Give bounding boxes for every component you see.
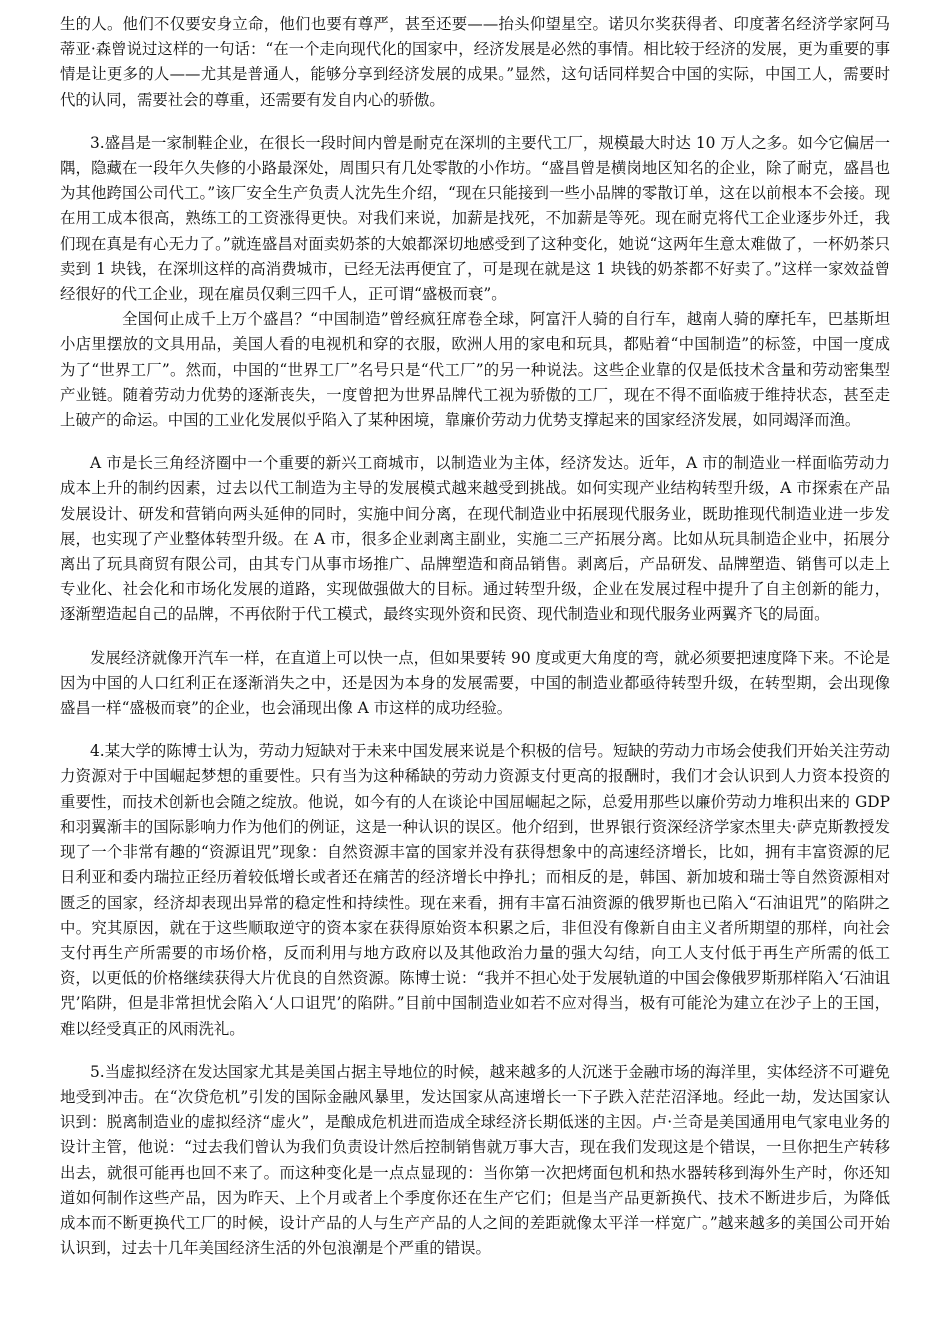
paragraph-continued-opening: 生的人。他们不仅要安身立命，他们也要有尊严，甚至还要——抬头仰望星空。诺贝尔奖获得者、印度著名经济学家阿马蒂亚·森曾说过这样的一句话：“在一个走向现代化的国家中，经济发展是必然的事情。相比较于经济的发展，更为重要的事情是让更多的人——尤其是普通人，能够分享到经济发展的成果。”显然，这句话同样契合中国的实际，中国工人，需要时代的认同，需要社会的尊重，还需要有发自内心的骄傲。	[60, 15, 890, 109]
document-page	[60, 12, 890, 1261]
paragraph-spacer	[60, 1042, 890, 1060]
paragraph-driving-analogy: 发展经济就像开汽车一样，在直道上可以快一点，但如果要转 90 度或更大角度的弯，就必须要把速度降下来。不论是因为中国的人口红利正在逐渐消失之中，还是因为本身的发展需要，中国的制造业都亟待转型升级，在转型期，会出现像盛昌一样“盛极而衰”的企业，也会涌现出像 A 市这样的成功经验。	[60, 648, 890, 718]
paragraph-spacer	[60, 113, 890, 131]
paragraph-spacer	[60, 628, 890, 646]
paragraph-section-4-labor-shortage: 4.某大学的陈博士认为，劳动力短缺对于未来中国发展来说是个积极的信号。短缺的劳动力市场会使我们开始关注劳动力资源对于中国崛起梦想的重要性。只有当为这种稀缺的劳动力资源支付更高的报酬时，我们才会认识到人力资本投资的重要性，而技术创新也会随之绽放。他说，如今有的人在谈论中国屈崛起之际，总爱用那些以廉价劳动力堆积出来的 GDP 和羽翼渐丰的国际影响力作为他们的例证，这是一种认识的误区。他介绍到，世界银行资深经济学家杰里夫·萨克斯教授发现了一个非常有趣的“资源诅咒”现象：自然资源丰富的国家并没有获得想象中的高速经济增长，比如，拥有丰富资源的尼日利亚和委内瑞拉正经历着较低增长或者还在痛苦的经济增长中挣扎；而相反的是，韩国、新加坡和瑞士等自然资源相对匮乏的国家，经济却表现出异常的稳定性和持续性。现在来看，拥有丰富石油资源的俄罗斯也已陷入“石油诅咒”的陷阱之中。究其原因，就在于这些顺取逆守的资本家在获得原始资本积累之后，非但没有像新自由主义者所期望的那样，向社会支付再生产所需要的市场价格，反而利用与地方政府以及其他政治力量的强大勾结，向工人支付低于再生产所需的低工资，以更低的价格继续获得大片优良的自然资源。陈博士说：“我并不担心处于发展轨道的中国会像俄罗斯那样陷入‘石油诅咒’陷阱，但是非常担忧会陷入‘人口诅咒’的陷阱。”目前中国制造业如若不应对得当，极有可能沦为建立在沙子上的王国，难以经受真正的风雨洗礼。	[60, 742, 890, 1038]
paragraph-spacer	[60, 721, 890, 739]
paragraph-city-a: A 市是长三角经济圈中一个重要的新兴工商城市，以制造业为主体，经济发达。近年，A 市的制造业一样面临劳动力成本上升的制约因素，过去以代工制造为主导的发展模式越来越受到挑战。如何实现产业结构转型升级，A 市探索在产品发展设计、研发和营销向两头延伸的同时，实施中间分离，在现代制造业中拓展现代服务业，既助推现代制造业进一步发展，也实现了产业整体转型升级。在 A 市，很多企业剥离主副业，实施二三产拓展分离。比如从玩具制造企业中，拓展分离出了玩具商贸有限公司，由其专门从事市场推广、品牌塑造和商品销售。剥离后，产品研发、品牌塑造、销售可以走上专业化、社会化和市场化发展的道路，实现做强做大的目标。通过转型升级，企业在发展过程中提升了自主创新的能力，逐渐塑造起自己的品牌，不再依附于代工模式，最终实现外资和民资、现代制造业和现代服务业两翼齐飞的局面。	[60, 454, 890, 624]
paragraph-section-5-virtual-economy: 5.当虚拟经济在发达国家尤其是美国占据主导地位的时候，越来越多的人沉迷于金融市场的海洋里，实体经济不可避免地受到冲击。在“次贷危机”引发的国际金融风暴里，发达国家从高速增长一下子跌入茫茫沼泽地。经此一劫，发达国家认识到：脱离制造业的虚拟经济“虚火”，是酿成危机进而造成全球经济长期低迷的主因。卢·兰奇是美国通用电气家电业务的设计主管，他说：“过去我们曾认为我们负责设计然后控制销售就万事大吉，现在我们发现这是个错误，一旦你把生产转移出去，就很可能再也回不来了。而这种变化是一点点显现的：当你第一次把烤面包机和热水器转移到海外生产时，你还知道如何制作这些产品，因为昨天、上个月或者上个季度你还在生产它们；但是当产品更新换代、技术不断进步后，为降低成本而不断更换代工厂的时候，设计产品的人与生产产品的人之间的差距就像太平洋一样宽广。”越来越多的美国公司开始认识到，过去十几年美国经济生活的外包浪潮是个严重的错误。	[60, 1062, 890, 1258]
paragraph-section-3-shengchang: 3.盛昌是一家制鞋企业，在很长一段时间内曾是耐克在深圳的主要代工厂，规模最大时达 10 万人之多。如今它偏居一隅，隐藏在一段年久失修的小路最深处，周围只有几处零散的小作坊。“盛昌曾是横岗地区知名的企业，除了耐克，盛昌也为其他跨国公司代工。”该厂安全生产负责人沈先生介绍，“现在只能接到一些小品牌的零散订单，这在以前根本不会接。现在用工成本很高，熟练工的工资涨得更快。对我们来说，加薪是找死，不加薪是等死。现在耐克将代工企业逐步外迁，我们现在真是有心无力了。”就连盛昌对面卖奶茶的大娘都深切地感受到了这种变化，她说“这两年生意太难做了，一杯奶茶只卖到 1 块钱，在深圳这样的高消费城市，已经无法再便宜了，可是现在就是这 1 块钱的奶茶都不好卖了。”这样一家效益曾经很好的代工企业，现在雇员仅剩三四千人，正可谓“盛极而衰”。	[60, 133, 890, 304]
paragraph-made-in-china: 全国何止成千上万个盛昌？“中国制造”曾经疯狂席卷全球，阿富汗人骑的自行车，越南人骑的摩托车，巴基斯坦小店里摆放的文具用品，美国人看的电视机和穿的衣服，欧洲人用的家电和玩具，都贴着“中国制造”的标签，中国一度成为了“世界工厂”。然而，中国的“世界工厂”名号只是“代工厂”的另一种说法。这些企业靠的仅是低技术含量和劳动密集型产业链。随着劳动力优势的逐渐丧失，一度曾把为世界品牌代工视为骄傲的工厂，现在不得不面临疲于维持状态，甚至走上破产的命运。中国的工业化发展似乎陷入了某种困境，靠廉价劳动力优势支撑起来的国家经济发展，如同竭泽而渔。	[60, 310, 890, 430]
paragraph-spacer	[60, 433, 890, 451]
